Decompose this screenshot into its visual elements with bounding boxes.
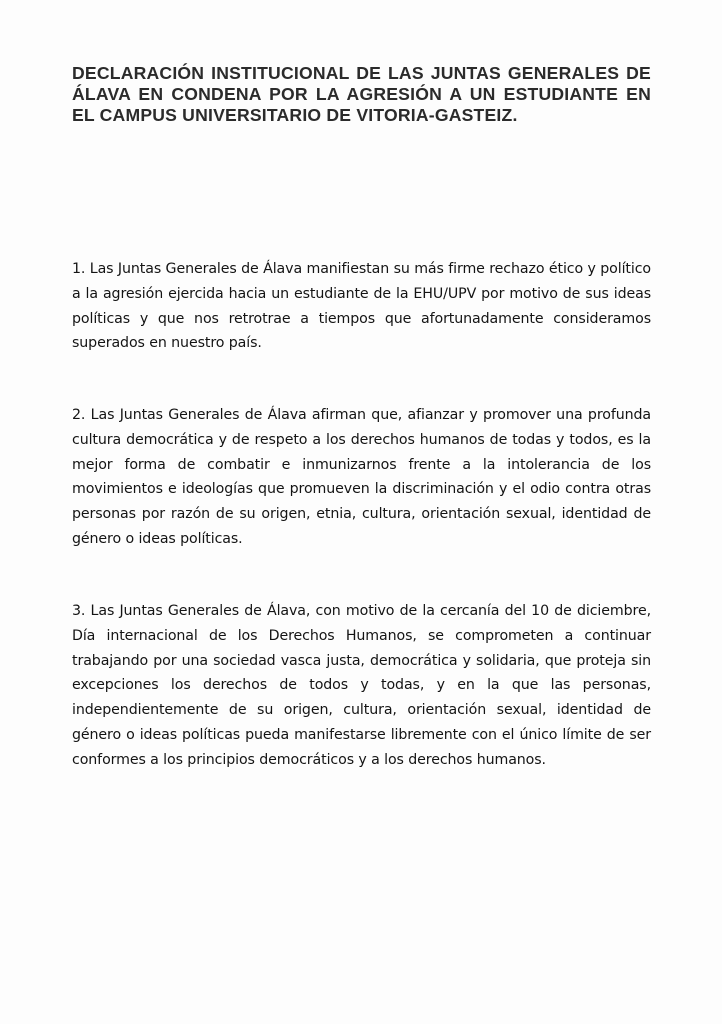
- paragraph-1: 1. Las Juntas Generales de Álava manifiestan su más firme rechazo ético y político a la agresión ejercida hacia un estudiante de la EHU/UPV por motivo de sus ideas políticas y que nos retrotrae a tiempos que afortunadamente consideramos superados en nuestro país.: [72, 261, 651, 352]
- document-title: DECLARACIÓN INSTITUCIONAL DE LAS JUNTAS GENERALES DE ÁLAVA EN CONDENA POR LA AGRESIÓN A UN ESTUDIANTE EN EL CAMPUS UNIVERSITARIO DE VITORIA-GASTEIZ.: [72, 63, 651, 125]
- paragraph-3: 3. Las Juntas Generales de Álava, con motivo de la cercanía del 10 de diciembre, Día internacional de los Derechos Humanos, se comprometen a continuar trabajando por una sociedad vasca justa, democrática y solidaria, que proteja sin excepciones los derechos de todos y todas, y en la que las personas, independientemente de su origen, cultura, orientación sexual, identidad de género o ideas políticas pueda manifestarse libremente con el único límite de ser conformes a los principios democráticos y a los derechos humanos.: [72, 603, 651, 768]
- paragraph-2: 2. Las Juntas Generales de Álava afirman que, afianzar y promover una profunda cultura democrática y de respeto a los derechos humanos de todas y todos, es la mejor forma de combatir e inmunizarnos frente a la intolerancia de los movimientos e ideologías que promueven la discriminación y el odio contra otras personas por razón de su origen, etnia, cultura, orientación sexual, identidad de género o ideas políticas.: [72, 407, 651, 547]
